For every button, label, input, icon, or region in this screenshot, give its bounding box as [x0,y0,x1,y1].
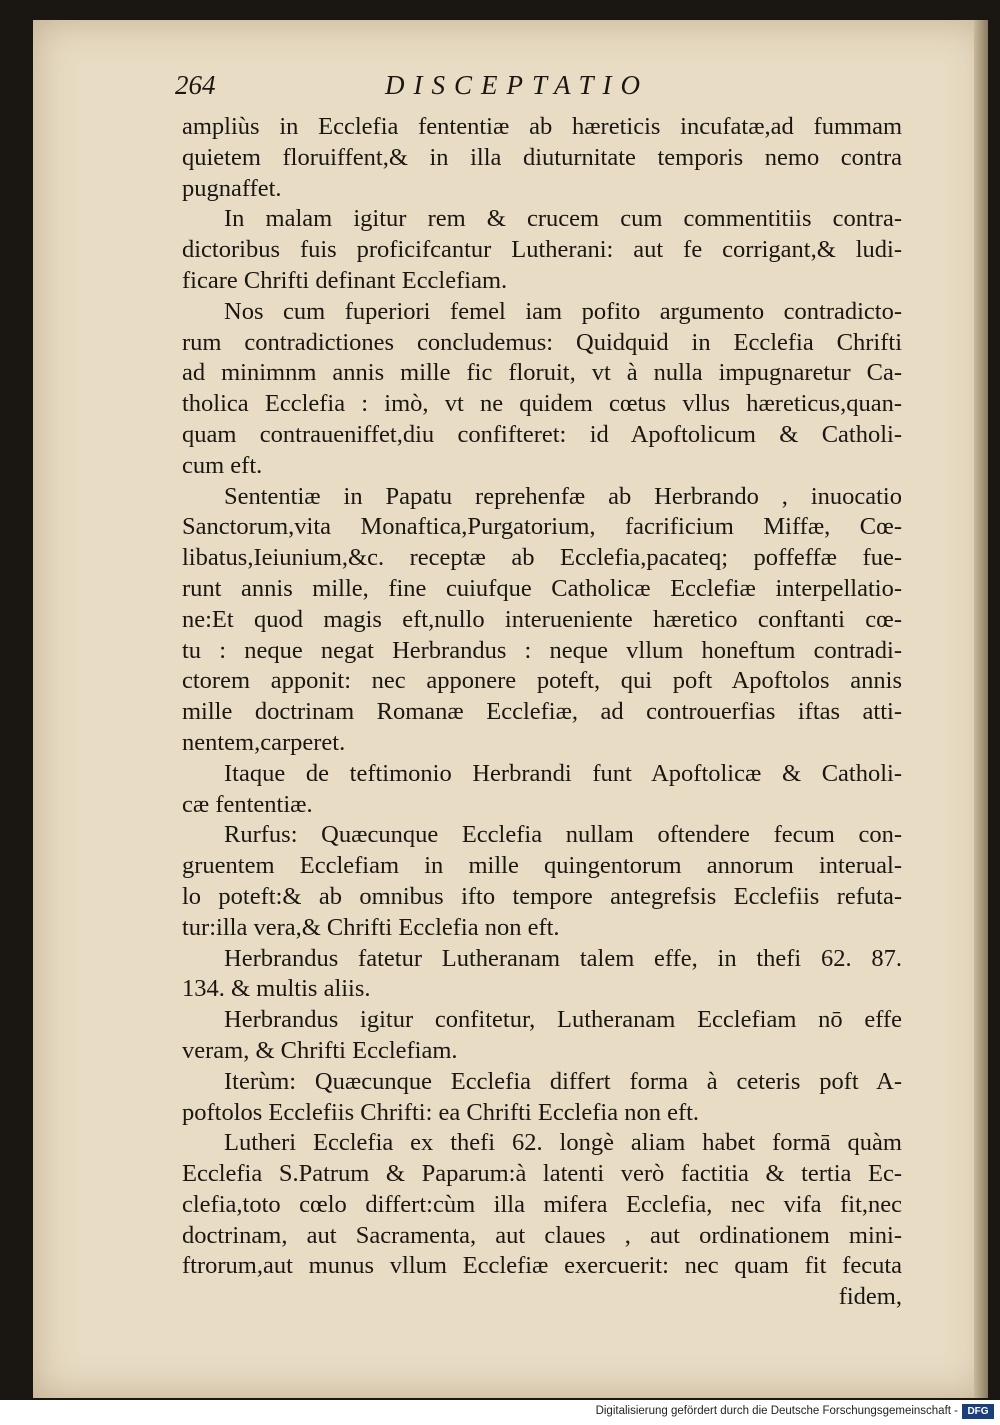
text-line: quam contraueniffet,diu confifteret: id Apoftolicum & Catholi- [182,420,902,448]
dfg-logo: DFG [962,1404,994,1419]
text-line: In malam igitur rem & crucem cum commentitiis contra- [224,205,902,233]
text-line: cum eft. [182,451,263,479]
footer-bar [0,1400,1000,1425]
text-line: ampliùs in Ecclefia fententiæ ab hæreticis incufatæ,ad fummam [182,113,902,140]
text-line: ftrorum,aut munus vllum Ecclefiæ exercuerit: nec quam fit fecuta [182,1252,902,1280]
text-line: Iterùm: Quæcunque Ecclefia differt forma à ceteris poft A- [224,1067,902,1095]
text-line: runt annis mille, fine cuiufque Catholicæ Ecclefiæ interpellatio- [182,574,902,602]
text-line: mille doctrinam Romanæ Ecclefiæ, ad controuerfias iftas atti- [182,698,902,726]
text-line: libatus,Ieiunium,&c. receptæ ab Ecclefia,pacateq; poffeffæ fue- [182,544,902,572]
text-line: gruentem Ecclefiam in mille quingentorum annorum interual- [182,852,902,880]
text-line: lo poteft:& ab omnibus ifto tempore antegrefsis Ecclefiis refuta- [182,882,902,910]
text-line: quietem floruiffent,& in illa diuturnitate temporis nemo contra [182,143,902,171]
text-line: tur:illa vera,& Chrifti Ecclefia non eft. [182,913,560,941]
text-line: Nos cum fuperiori femel iam pofito argumento contradicto- [224,297,902,325]
text-line: Rurfus: Quæcunque Ecclefia nullam oftendere fecum con- [224,821,902,849]
page-number: 264 [175,70,216,100]
text-line: Sanctorum,vita Monaftica,Purgatorium, facrificium Miffæ, Cœ- [182,513,902,541]
text-line: ficare Chrifti definant Ecclefiam. [182,266,508,294]
body-text [182,112,902,1313]
text-line: Ecclefia S.Patrum & Paparum:à latenti verò factitia & tertia Ec- [182,1160,902,1188]
running-head [175,70,715,110]
text-line: Lutheri Ecclefia ex thefi 62. longè aliam habet formā quàm [224,1129,902,1157]
text-line: veram, & Chrifti Ecclefiam. [182,1036,458,1064]
text-line: clefia,toto cœlo differt:cùm illa mifera Ecclefia, nec vifa fit,nec [182,1190,902,1218]
page-edge [974,20,988,1398]
text-line: tholica Ecclefia : imò, vt ne quidem cœtus vllus hæreticus,quan- [182,390,902,418]
text-line: doctrinam, aut Sacramenta, aut claues , aut ordinationem mini- [182,1221,902,1249]
text-line: Herbrandus igitur confitetur, Lutheranam Ecclefiam nō effe [224,1006,902,1034]
text-line: cæ fententiæ. [182,790,313,818]
text-line: ne:Et quod magis eft,nullo interueniente hæretico conftanti cœ- [182,605,902,633]
text-line: poftolos Ecclefiis Chrifti: ea Chrifti Ecclefia non eft. [182,1098,700,1126]
text-line: fidem, [838,1283,902,1311]
text-line: pugnaffet. [182,174,282,202]
text-line: Sententiæ in Papatu reprehenfæ ab Herbrando , inuocatio [224,482,902,510]
text-line: nentem,carperet. [182,728,346,756]
text-line: 134. & multis aliis. [182,975,371,1003]
text-line: tu : neque negat Herbrandus : neque vllum honeftum contradi- [182,636,902,664]
running-title: DISCEPTATIO [385,70,649,100]
text-line: dictoribus fuis proficifcantur Lutherani: aut fe corrigant,& ludi- [182,236,902,264]
text-line: Herbrandus fatetur Lutheranam talem effe, in thefi 62. 87. [224,944,902,972]
text-line: Itaque de teftimonio Herbrandi funt Apoftolicæ & Catholi- [224,759,902,787]
digitization-credit: Digitalisierung gefördert durch die Deutsche Forschungsgemeinschaft - [595,1405,958,1417]
text-line: ctorem apponit: nec apponere poteft, qui poft Apoftolos annis [182,667,902,695]
text-line: rum contradictiones concludemus: Quidquid in Ecclefia Chrifti [182,328,902,356]
text-line: ad minimnm annis mille fic floruit, vt à nulla impugnaretur Ca- [182,359,902,387]
